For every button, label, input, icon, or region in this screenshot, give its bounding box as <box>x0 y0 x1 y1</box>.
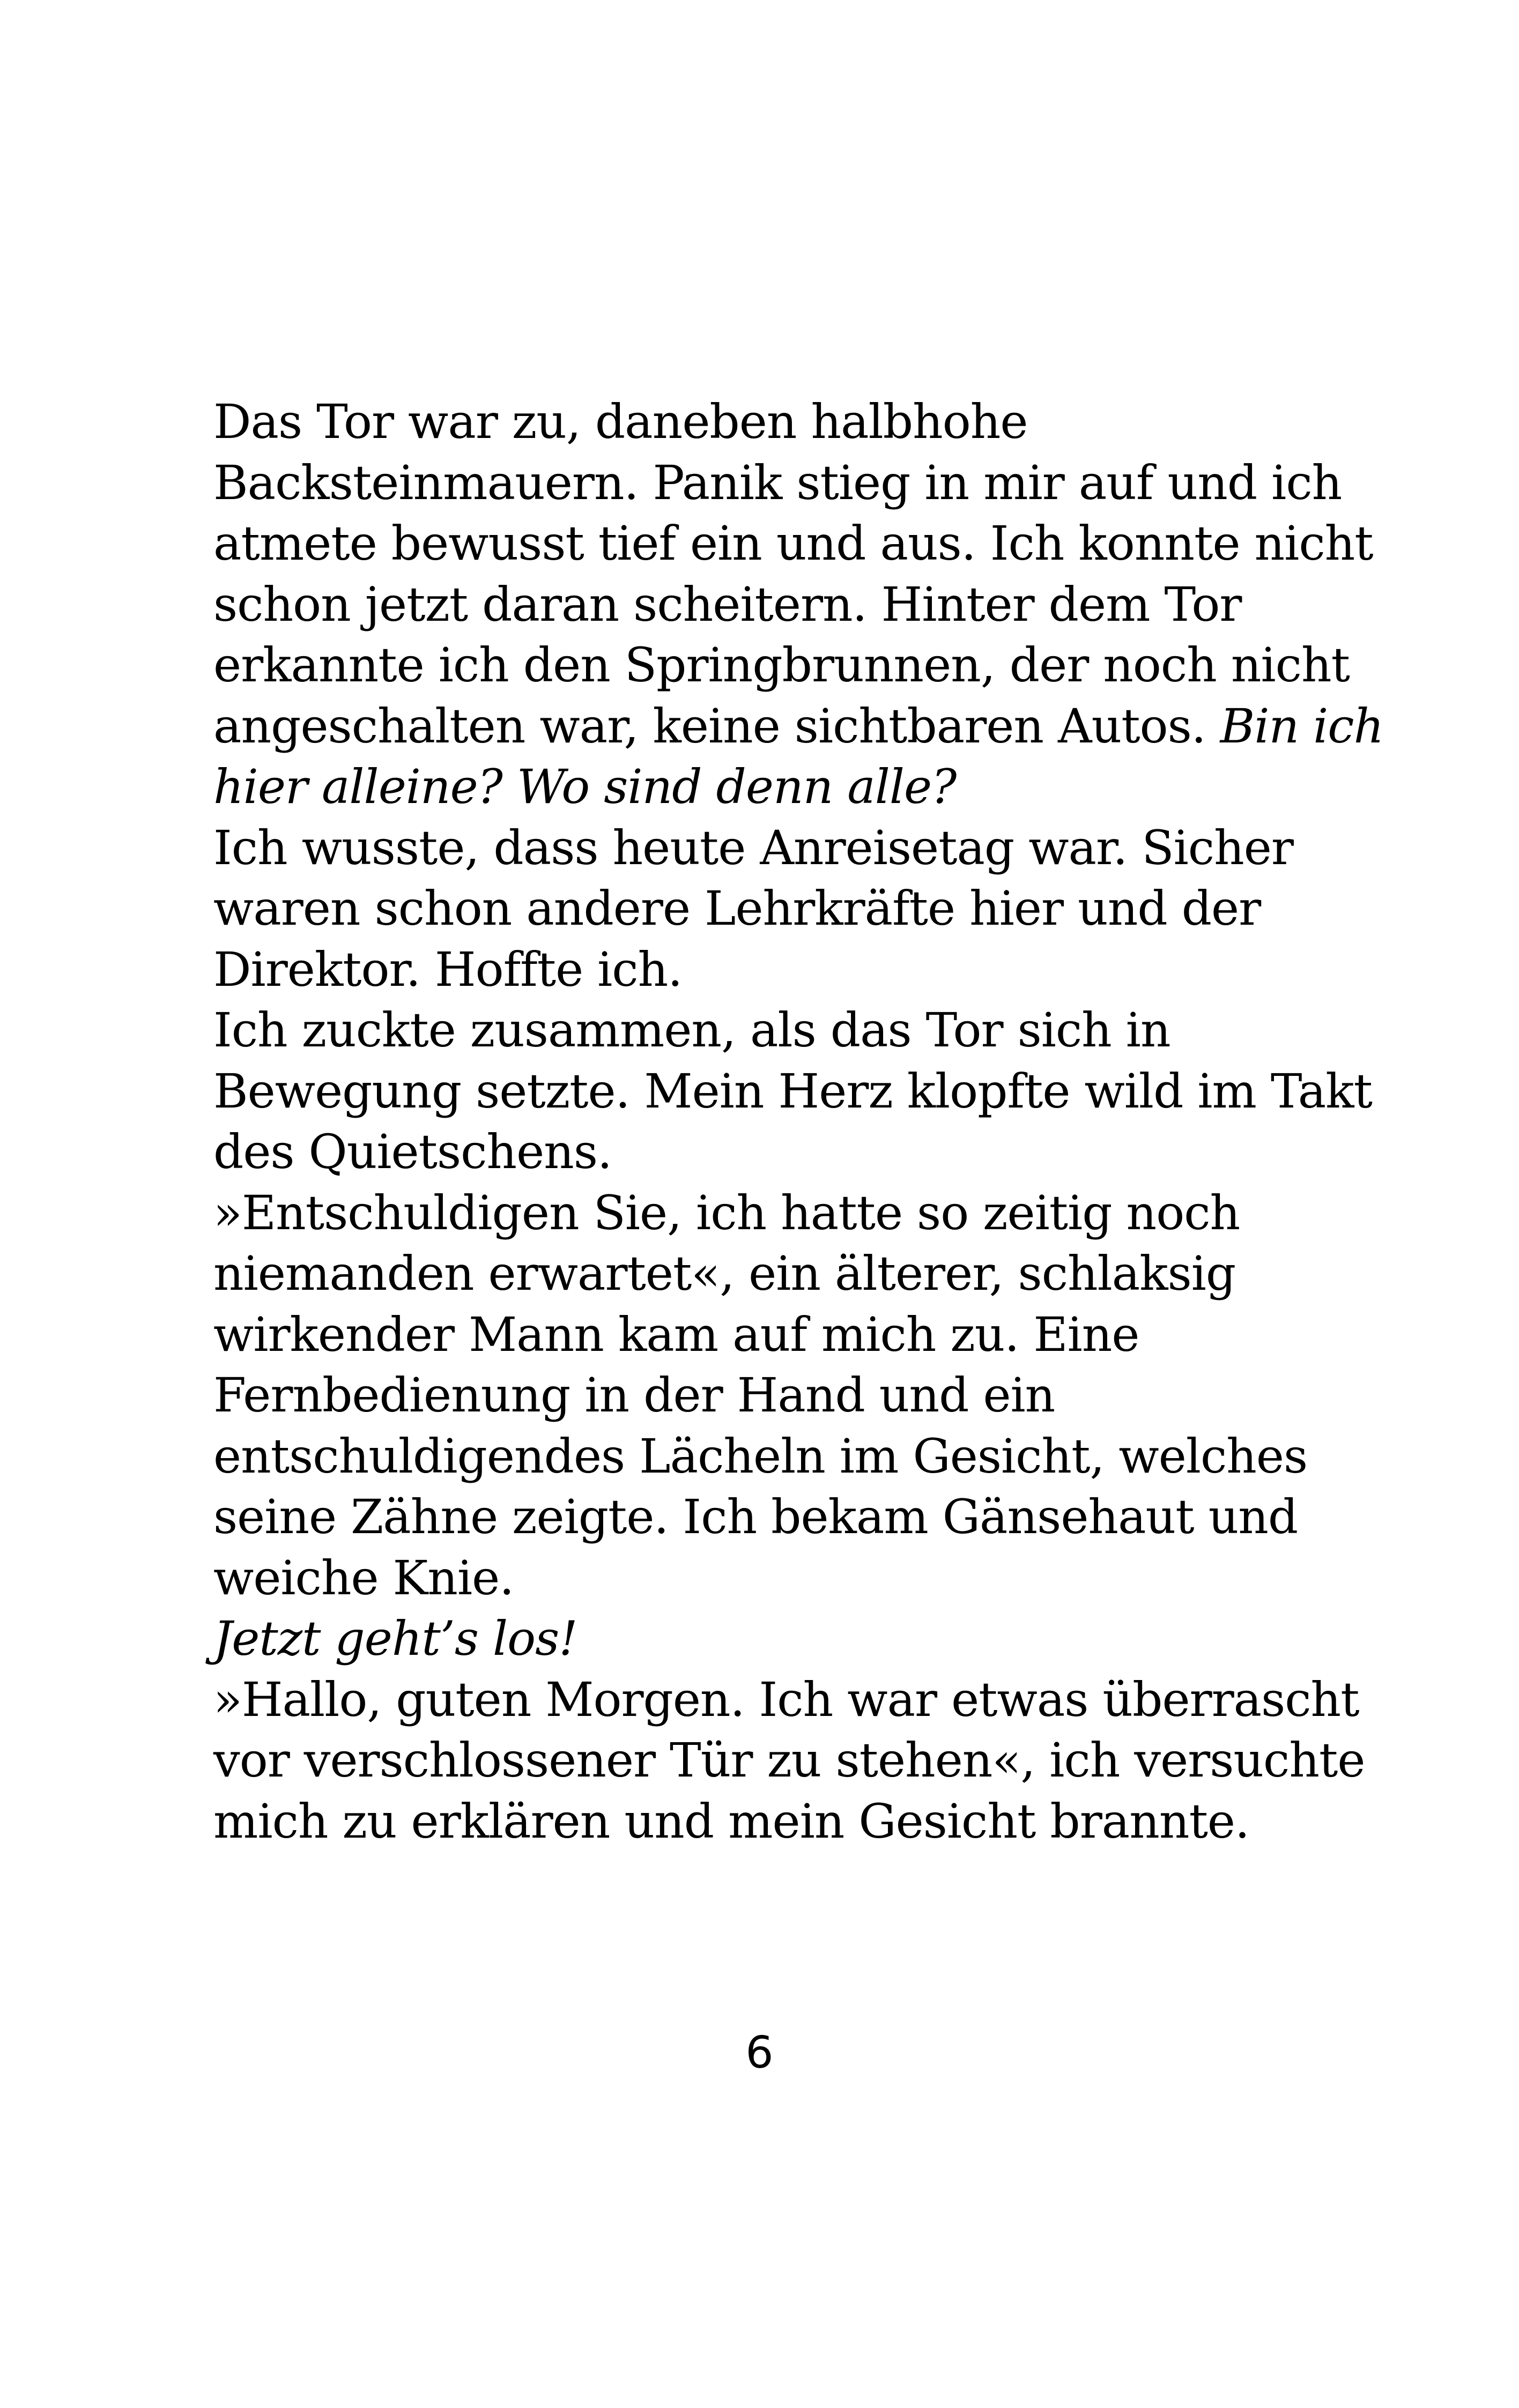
text-line: atmete bewusst tief ein und aus. Ich konnte nicht <box>213 516 1373 571</box>
text-line: Ich wusste, dass heute Anreisetag war. Sicher <box>213 820 1293 875</box>
text-line: erkannte ich den Springbrunnen, der noch nicht <box>213 637 1350 693</box>
text-line: Das Tor war zu, daneben halbhohe <box>213 394 1028 449</box>
text-line: Direktor. Hoffte ich. <box>213 941 683 997</box>
text-line: waren schon andere Lehrkräfte hier und der <box>213 881 1261 936</box>
text-line: Ich zuckte zusammen, als das Tor sich in <box>213 1002 1170 1058</box>
text-line: entschuldigendes Lächeln im Gesicht, welches <box>213 1428 1308 1484</box>
text-line: »Entschuldigen Sie, ich hatte so zeitig noch <box>213 1185 1240 1240</box>
body-text <box>213 391 1384 1852</box>
text-line: angeschalten war, keine sichtbaren Autos. Bin ich <box>213 698 1384 754</box>
italic-thought: hier alleine? Wo sind denn alle? <box>213 759 957 814</box>
text-line: Fernbedienung in der Hand und ein <box>213 1367 1055 1423</box>
text-line: niemanden erwartet«, ein älterer, schlaksig <box>213 1246 1236 1301</box>
text-line: mich zu erklären und mein Gesicht brannte. <box>213 1793 1249 1849</box>
text-line: seine Zähne zeigte. Ich bekam Gänsehaut und <box>213 1489 1298 1544</box>
text-line: weiche Knie. <box>213 1550 514 1606</box>
text-line: »Hallo, guten Morgen. Ich war etwas überrascht <box>213 1671 1359 1727</box>
text-line <box>213 756 1339 817</box>
text-line: Bewegung setzte. Mein Herz klopfte wild im Takt <box>213 1063 1372 1119</box>
text-line <box>213 1608 1339 1669</box>
italic-thought: Bin ich <box>1220 698 1384 754</box>
text-line: schon jetzt daran scheitern. Hinter dem Tor <box>213 576 1242 632</box>
page-number: 6 <box>745 2027 774 2078</box>
italic-thought: Jetzt geht’s los! <box>213 1611 577 1666</box>
text-line: des Quietschens. <box>213 1124 612 1179</box>
text-line: vor verschlossener Tür zu stehen«, ich versuchte <box>213 1733 1365 1788</box>
text-line: wirkender Mann kam auf mich zu. Eine <box>213 1306 1139 1362</box>
text-line: Backsteinmauern. Panik stieg in mir auf und ich <box>213 455 1342 510</box>
